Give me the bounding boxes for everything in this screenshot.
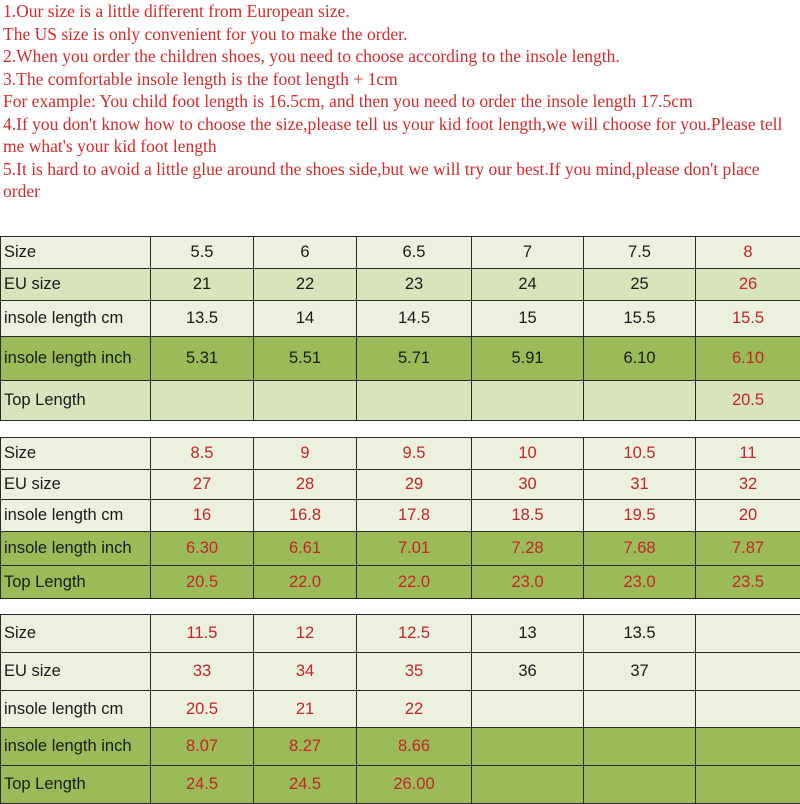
note-line: For example: You child foot length is 16.5cm, and then you need to order the insole length 17.5cm (3, 90, 798, 113)
cell-size: 8.5 (151, 438, 254, 470)
cell-eu: 27 (151, 470, 254, 500)
cell-cm: 16.8 (254, 500, 357, 532)
cell-eu: 31 (584, 470, 696, 500)
row-size (1, 237, 800, 269)
label-size: Size (1, 237, 151, 269)
label-insole-inch: insole length inch (1, 337, 151, 381)
row-eu-size (1, 470, 800, 500)
cell-size: 11.5 (151, 615, 254, 653)
cell-eu: 36 (472, 653, 584, 691)
cell-eu: 22 (254, 269, 357, 301)
row-insole-cm (1, 691, 800, 728)
cell-size: 6 (254, 237, 357, 269)
cell-size: 11 (696, 438, 800, 470)
row-insole-cm (1, 500, 800, 532)
cell-size: 9 (254, 438, 357, 470)
label-eu-size: EU size (1, 470, 151, 500)
note-line: The US size is only convenient for you to make the order. (3, 23, 798, 46)
cell-cm: 13.5 (151, 301, 254, 337)
cell-cm (584, 691, 696, 728)
cell-size: 9.5 (357, 438, 472, 470)
row-eu-size (1, 653, 800, 691)
note-line: 5.It is hard to avoid a little glue around the shoes side,but we will try our best.If you mind,please don't place order (3, 158, 798, 203)
cell-inch: 6.61 (254, 532, 357, 566)
label-top-length: Top Length (1, 381, 151, 421)
cell-eu: 30 (472, 470, 584, 500)
row-top-length (1, 766, 800, 804)
cell-cm (696, 691, 800, 728)
cell-eu: 25 (584, 269, 696, 301)
row-top-length (1, 381, 800, 421)
row-top-length (1, 566, 800, 599)
cell-top: 20.5 (151, 566, 254, 599)
cell-top (254, 381, 357, 421)
cell-inch: 6.30 (151, 532, 254, 566)
cell-eu: 28 (254, 470, 357, 500)
cell-cm: 15.5 (696, 301, 800, 337)
cell-size: 13 (472, 615, 584, 653)
cell-top (357, 381, 472, 421)
cell-inch: 8.66 (357, 728, 472, 766)
cell-cm: 14.5 (357, 301, 472, 337)
cell-size (696, 615, 800, 653)
row-insole-inch (1, 532, 800, 566)
cell-inch: 5.71 (357, 337, 472, 381)
note-line: 4.If you don't know how to choose the size,please tell us your kid foot length,we will choose for you.Please tell me what's your kid foot length (3, 113, 798, 158)
size-table-3 (0, 614, 800, 804)
cell-top: 22.0 (254, 566, 357, 599)
cell-size: 13.5 (584, 615, 696, 653)
label-eu-size: EU size (1, 653, 151, 691)
row-size (1, 438, 800, 470)
cell-inch: 6.10 (584, 337, 696, 381)
cell-inch: 7.68 (584, 532, 696, 566)
cell-top (696, 766, 800, 804)
cell-size: 7 (472, 237, 584, 269)
label-insole-cm: insole length cm (1, 301, 151, 337)
cell-inch (696, 728, 800, 766)
cell-inch (472, 728, 584, 766)
cell-cm: 16 (151, 500, 254, 532)
cell-eu: 24 (472, 269, 584, 301)
cell-inch: 7.01 (357, 532, 472, 566)
note-line: 1.Our size is a little different from European size. (3, 0, 798, 23)
cell-top (472, 766, 584, 804)
note-line: 3.The comfortable insole length is the foot length + 1cm (3, 68, 798, 91)
cell-eu: 34 (254, 653, 357, 691)
label-eu-size: EU size (1, 269, 151, 301)
cell-inch: 6.10 (696, 337, 800, 381)
cell-cm (472, 691, 584, 728)
cell-eu: 23 (357, 269, 472, 301)
cell-eu: 26 (696, 269, 800, 301)
cell-top: 23.0 (584, 566, 696, 599)
cell-inch: 8.27 (254, 728, 357, 766)
row-size (1, 615, 800, 653)
label-top-length: Top Length (1, 566, 151, 599)
cell-eu: 29 (357, 470, 472, 500)
cell-cm: 18.5 (472, 500, 584, 532)
note-line: 2.When you order the children shoes, you need to choose according to the insole length. (3, 45, 798, 68)
cell-cm: 22 (357, 691, 472, 728)
cell-eu: 35 (357, 653, 472, 691)
cell-inch: 7.28 (472, 532, 584, 566)
label-insole-inch: insole length inch (1, 728, 151, 766)
label-insole-cm: insole length cm (1, 500, 151, 532)
cell-top: 26.00 (357, 766, 472, 804)
cell-eu: 33 (151, 653, 254, 691)
cell-top: 22.0 (357, 566, 472, 599)
cell-eu: 21 (151, 269, 254, 301)
cell-top: 20.5 (696, 381, 800, 421)
cell-size: 5.5 (151, 237, 254, 269)
size-table-2 (0, 437, 800, 599)
label-top-length: Top Length (1, 766, 151, 804)
cell-eu: 32 (696, 470, 800, 500)
cell-cm: 15 (472, 301, 584, 337)
cell-size: 6.5 (357, 237, 472, 269)
cell-top (584, 766, 696, 804)
cell-top: 24.5 (254, 766, 357, 804)
cell-cm: 20 (696, 500, 800, 532)
cell-cm: 21 (254, 691, 357, 728)
row-insole-cm (1, 301, 800, 337)
cell-size: 8 (696, 237, 800, 269)
label-insole-cm: insole length cm (1, 691, 151, 728)
cell-top (151, 381, 254, 421)
label-size: Size (1, 615, 151, 653)
cell-cm: 17.8 (357, 500, 472, 532)
row-insole-inch (1, 337, 800, 381)
cell-inch: 5.51 (254, 337, 357, 381)
cell-top: 23.5 (696, 566, 800, 599)
cell-top (472, 381, 584, 421)
label-insole-inch: insole length inch (1, 532, 151, 566)
cell-top: 24.5 (151, 766, 254, 804)
cell-inch (584, 728, 696, 766)
row-eu-size (1, 269, 800, 301)
cell-cm: 19.5 (584, 500, 696, 532)
cell-size: 10 (472, 438, 584, 470)
cell-top (584, 381, 696, 421)
cell-size: 10.5 (584, 438, 696, 470)
size-notes (3, 0, 798, 203)
cell-cm: 15.5 (584, 301, 696, 337)
cell-inch: 8.07 (151, 728, 254, 766)
cell-top: 23.0 (472, 566, 584, 599)
cell-cm: 20.5 (151, 691, 254, 728)
size-table-1 (0, 236, 800, 421)
row-insole-inch (1, 728, 800, 766)
cell-inch: 7.87 (696, 532, 800, 566)
cell-inch: 5.91 (472, 337, 584, 381)
cell-inch: 5.31 (151, 337, 254, 381)
cell-eu (696, 653, 800, 691)
label-size: Size (1, 438, 151, 470)
cell-size: 12.5 (357, 615, 472, 653)
cell-eu: 37 (584, 653, 696, 691)
cell-size: 12 (254, 615, 357, 653)
cell-cm: 14 (254, 301, 357, 337)
cell-size: 7.5 (584, 237, 696, 269)
